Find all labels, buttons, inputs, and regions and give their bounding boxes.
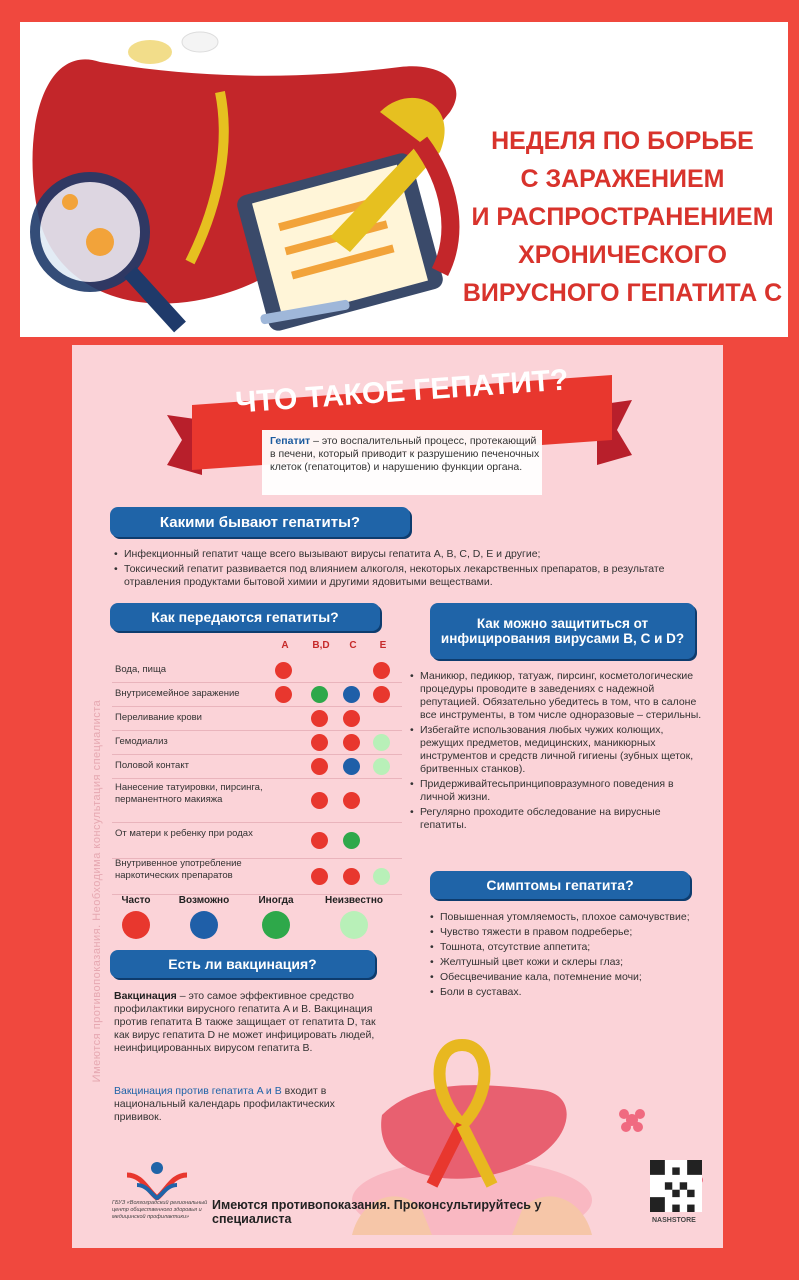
symptoms-list (430, 911, 690, 1001)
table-cell-dot (311, 832, 328, 849)
banner-title-line: НЕДЕЛЯ ПО БОРЬБЕ (491, 127, 754, 155)
row-label: Гемодиализ (115, 736, 168, 747)
list-item: • Повышенная утомляемость, плохое самочувствие; (430, 911, 690, 924)
list-item: • Чувство тяжести в правом подреберье; (430, 926, 690, 939)
legend-swatch (340, 911, 368, 939)
protect-heading (430, 603, 695, 659)
table-cell-dot (275, 662, 292, 679)
vaccination-definition: – это самое эффективное средство профилактики вирусного гепатита A и B. Вакцинация против гепатита B также защищает от гепатита D, так как вирус гепатита D не может инфицировать людей, неинфицированных вирусом гепатита B. (114, 990, 376, 1054)
liver-illustration (20, 22, 490, 337)
column-header: B,D (312, 640, 330, 651)
table-cell-dot (275, 686, 292, 703)
row-label: Половой контакт (115, 760, 189, 771)
table-cell-dot (373, 868, 390, 885)
poster (72, 345, 723, 1248)
legend-item (104, 895, 168, 939)
table-cell-dot (343, 710, 360, 727)
table-cell-dot (343, 734, 360, 751)
row-label: От матери к ребенку при родах (115, 828, 253, 839)
banner-title-line: ХРОНИЧЕСКОГО (518, 241, 727, 269)
legend-item (312, 895, 396, 939)
footer-warning: Имеются противопоказания. Проконсультируйтесь у специалиста (212, 1198, 542, 1226)
table-cell-dot (311, 710, 328, 727)
table-row (112, 822, 402, 859)
vaccination-note-text: входит в национальный календарь профилактических прививок. (114, 1085, 335, 1123)
types-heading-label: Какими бывают гепатиты? (159, 513, 361, 531)
table-cell-dot (311, 734, 328, 751)
side-note: Имеются противопоказания. Необходима консультация специалиста (91, 699, 103, 1083)
table-cell-dot (373, 734, 390, 751)
table-cell-dot (343, 868, 360, 885)
legend-item (244, 895, 308, 939)
transmission-heading (110, 603, 380, 631)
table-cell-dot (373, 686, 390, 703)
table-header (112, 640, 402, 656)
table-cell-dot (373, 662, 390, 679)
legend-label: Неизвестно (325, 895, 383, 906)
table-row (112, 730, 402, 755)
table-cell-dot (343, 792, 360, 809)
transmission-heading-label: Как передаются гепатиты? (151, 609, 339, 625)
table-cell-dot (343, 686, 360, 703)
table-cell-dot (311, 792, 328, 809)
table-cell-dot (343, 758, 360, 775)
list-item: • Тошнота, отсутствие аппетита; (430, 941, 690, 954)
types-heading (110, 507, 410, 537)
legend-label: Часто (121, 895, 151, 906)
list-item: • Боли в суставах. (430, 986, 690, 999)
qr-code[interactable] (650, 1160, 702, 1212)
table-cell-dot (311, 686, 328, 703)
legend-label: Возможно (178, 895, 230, 906)
legend-swatch (262, 911, 290, 939)
row-label: Внутривенное употребление наркотических препаратов (115, 858, 242, 881)
brand-label: NASHSTORE (652, 1217, 696, 1224)
column-header: C (349, 640, 357, 651)
protect-list (410, 670, 702, 834)
org-logo (122, 1160, 192, 1200)
table-row (112, 754, 402, 779)
intro-term: Гепатит (270, 435, 311, 447)
table-row (112, 858, 402, 895)
legend-swatch (190, 911, 218, 939)
list-item: • Маникюр, педикюр, татуаж, пирсинг, косметологические процедуры проводите в заведениях с надежной репутацией. Обязательно убедитесь в том, что в салоне все инструменты, в том числе одноразовые – стерильны. (410, 670, 702, 722)
list-item: • Избегайте использования любых чужих колющих, режущих предметов, медицинских, маникюрных инструментов и средств личной гигиены (зубных щеток, бритвенных станков). (410, 724, 702, 776)
legend-item (172, 895, 236, 939)
list-item: • Регулярно проходите обследование на вирусные гепатиты. (410, 806, 702, 832)
row-label: Внутрисемейное заражение (115, 688, 240, 699)
legend-swatch (122, 911, 150, 939)
table-row (112, 706, 402, 731)
table-row (112, 658, 402, 683)
table-cell-dot (343, 832, 360, 849)
column-header: A (281, 640, 289, 651)
banner (20, 22, 788, 337)
banner-title-line: ВИРУСНОГО ГЕПАТИТА С (462, 279, 783, 307)
intro-text (270, 435, 540, 474)
banner-title-line: С ЗАРАЖЕНИЕМ (520, 165, 725, 193)
list-item: • Желтушный цвет кожи и склеры глаз; (430, 956, 690, 969)
table-row (112, 682, 402, 707)
vaccination-term: Вакцинация (114, 990, 177, 1002)
list-item: • Придерживайтесьпринциповразумного поведения в личной жизни. (410, 778, 702, 804)
vaccination-note (114, 1085, 344, 1124)
row-label: Нанесение татуировки, пирсинга, перманентного макияжа (115, 782, 263, 805)
table-row (112, 778, 402, 823)
vaccination-note-highlight: Вакцинация против гепатита A и B (114, 1085, 282, 1097)
protect-heading-label: Как можно защититься от инфицирования вирусами B, C и D? (440, 616, 685, 646)
table-cell-dot (311, 758, 328, 775)
banner-title-line: И РАСПРОСТРАНЕНИЕМ (471, 203, 774, 231)
list-item: • Инфекционный гепатит чаще всего вызывают вирусы гепатита A, B, C, D, E и другие; (114, 548, 699, 561)
vaccination-heading-label: Есть ли вакцинация? (168, 956, 317, 972)
column-header: E (379, 640, 387, 651)
symptoms-heading-label: Симптомы гепатита? (486, 877, 634, 893)
list-item: • Токсический гепатит развивается под влиянием алкоголя, некоторых лекарственных препаратов, в результате отравления продуктами бытовой химии и другими ядовитыми веществами. (114, 563, 699, 589)
org-name: ГБУЗ «Волгоградский региональный центр общественного здоровья и медицинской профилактики» (112, 1200, 208, 1220)
row-label: Вода, пища (115, 664, 167, 675)
intro-definition: – это воспалительный процесс, протекающий в печени, который приводит к разрушению печеночных клеток (гепатоцитов) и нарушению функции органа. (270, 435, 540, 473)
page-title: ЧТО ТАКОЕ ГЕПАТИТ? (234, 363, 570, 420)
legend-label: Иногда (258, 895, 294, 906)
types-list (114, 548, 699, 591)
table-cell-dot (373, 758, 390, 775)
vaccination-text (114, 990, 379, 1055)
banner-title (450, 122, 788, 312)
list-item: • Обесцвечивание кала, потемнение мочи; (430, 971, 690, 984)
vaccination-heading (110, 950, 375, 978)
row-label: Переливание крови (115, 712, 202, 723)
symptoms-heading (430, 871, 690, 899)
table-cell-dot (311, 868, 328, 885)
